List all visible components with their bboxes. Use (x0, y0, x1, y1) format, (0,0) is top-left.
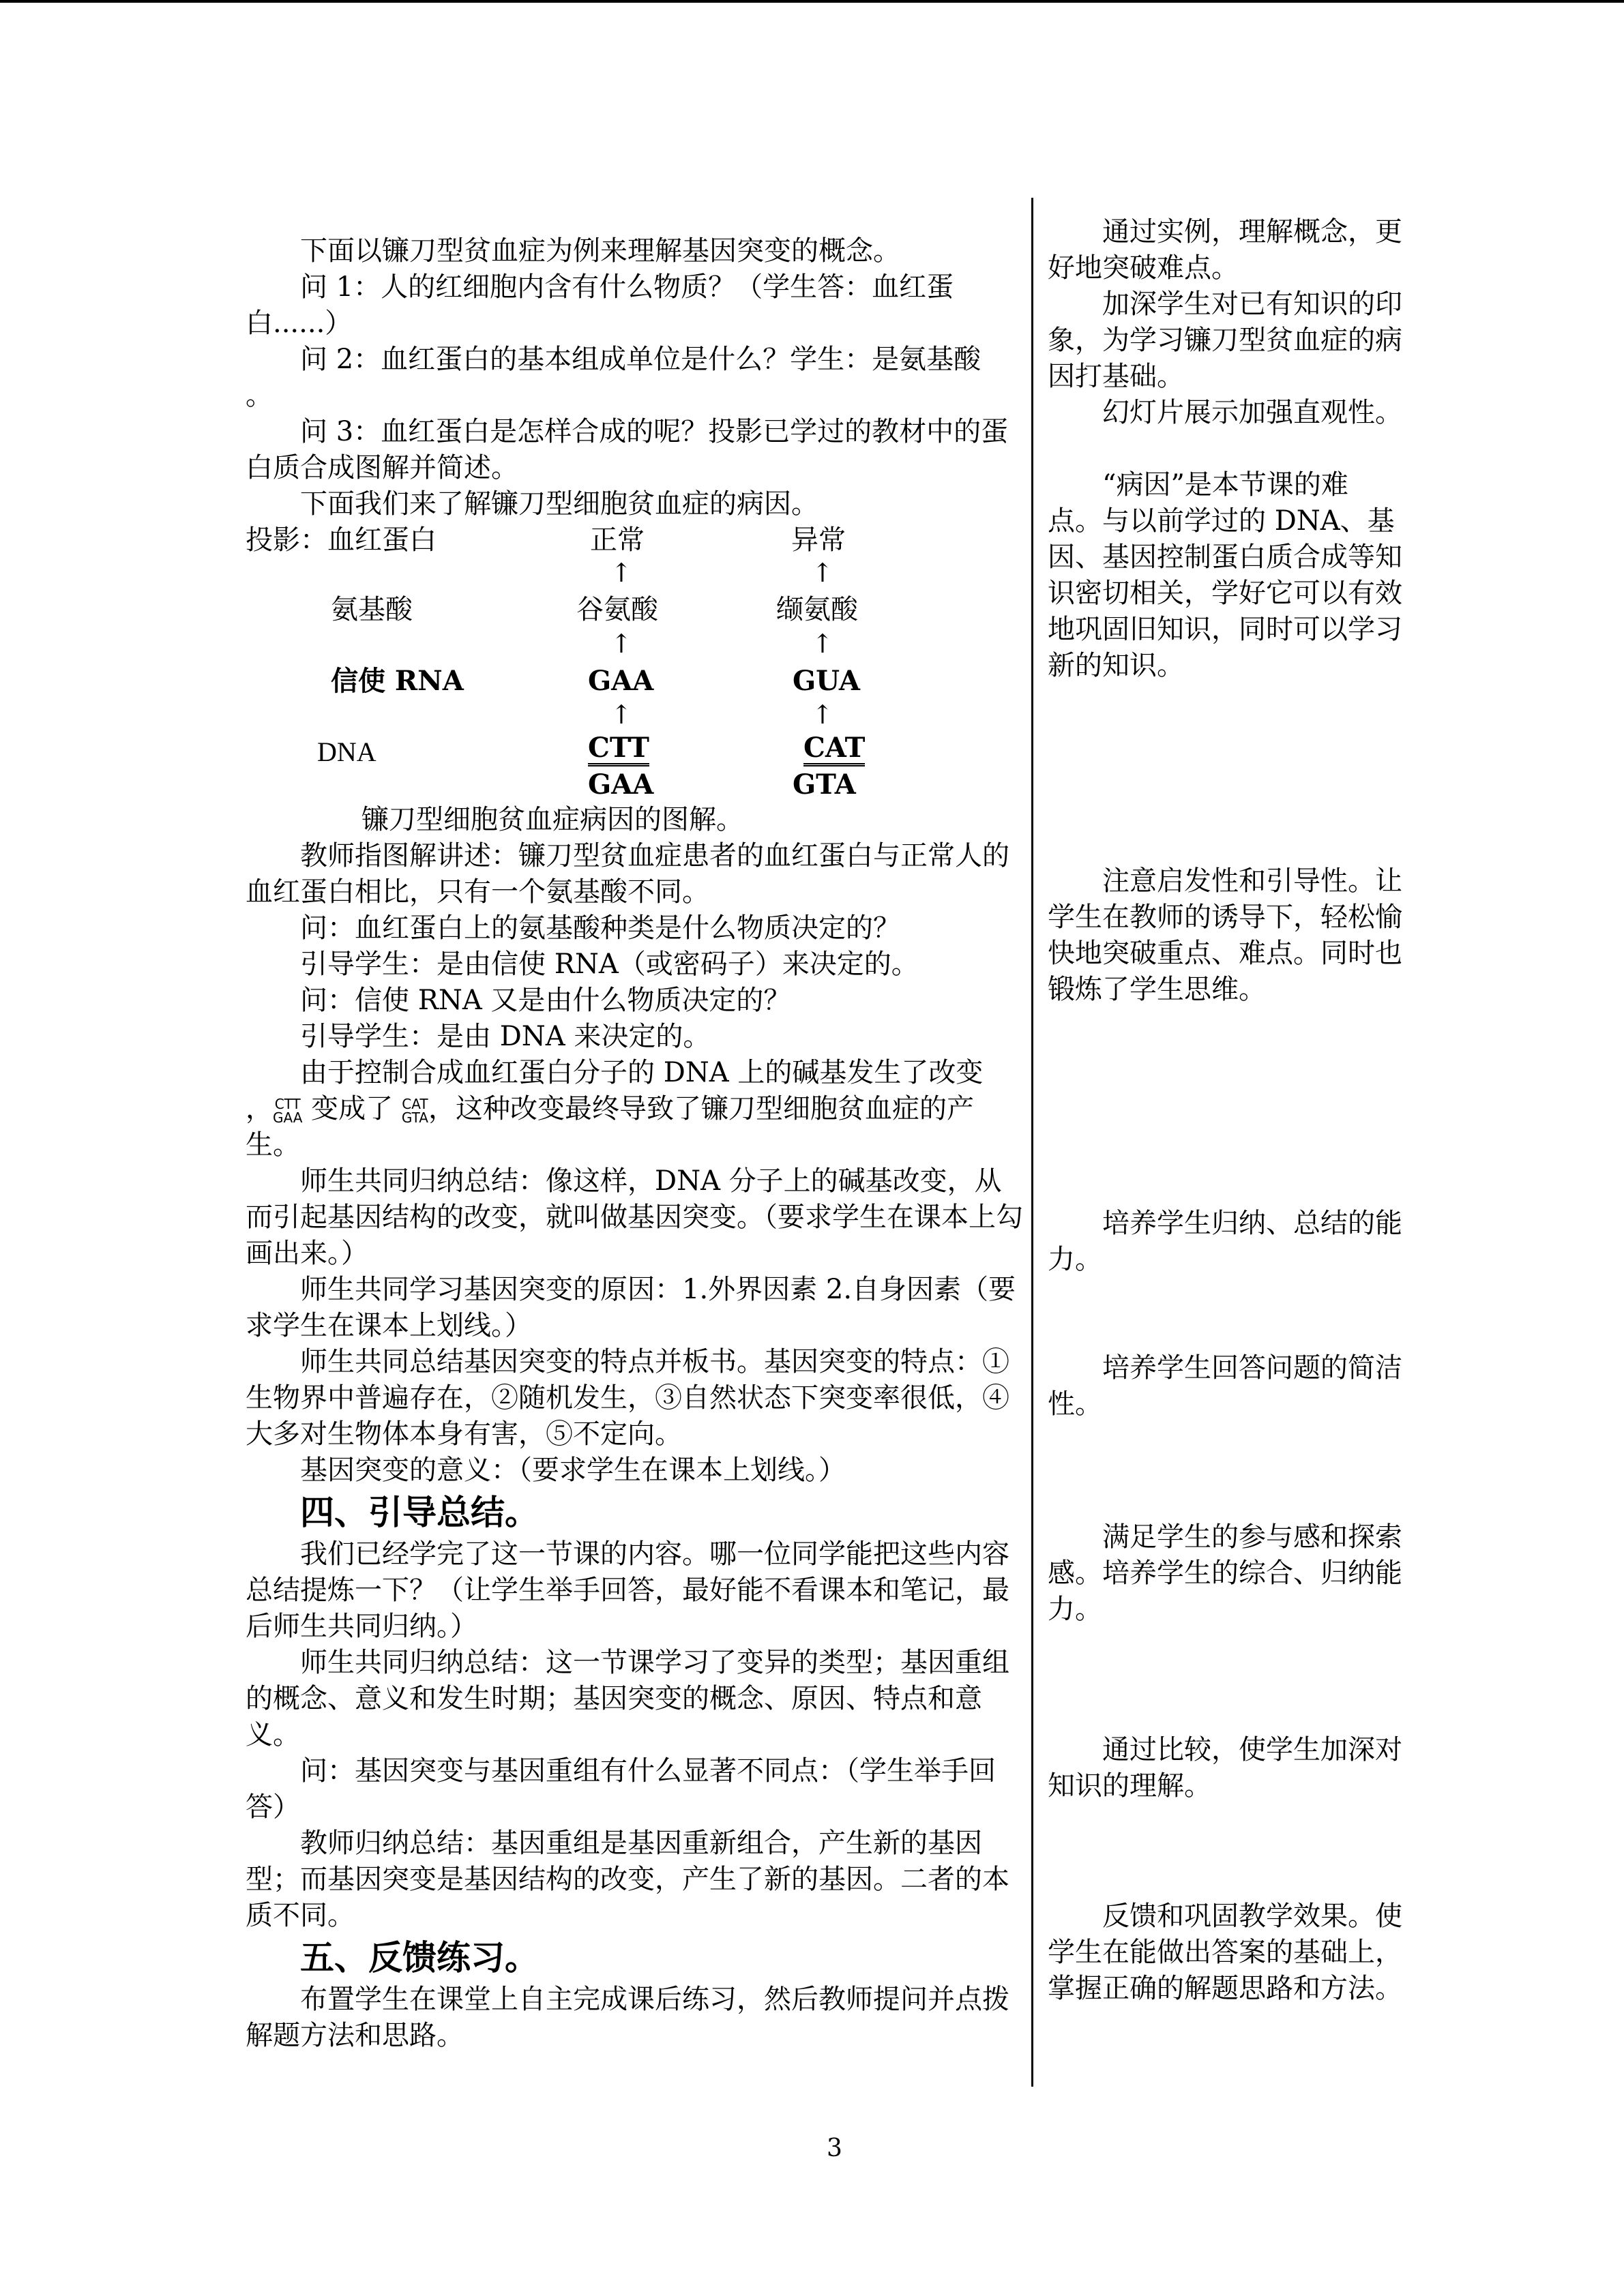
paragraph: 布置学生在课堂上自主完成课后练习，然后教师提问并点拨解题方法和思路。 (246, 1984, 1009, 2051)
up-arrow-icon: ↑ (812, 629, 833, 659)
dna-normal-template-strand: CTT (588, 733, 649, 766)
mutation-causes: 师生共同学习基因突变的原因：1.外界因素 2.自身因素（要求学生在课本上划线。） (246, 1274, 1016, 1341)
diagram-row-label-amino-acid: 氨基酸 (331, 594, 413, 625)
small-codon-bottom: GTA (401, 1109, 428, 1126)
question: 问：基因突变与基因重组有什么显著不同点：（学生举手回答） (246, 1755, 996, 1823)
note: 加深学生对已有知识的印象，为学习镰刀型贫血症的病因打基础。 (1048, 288, 1402, 392)
sickle-cell-diagram (246, 522, 1023, 801)
question-2: 问 2：血红蛋白的基本组成单位是什么？学生：是氨基酸 (300, 344, 981, 375)
comma: ， (246, 1093, 273, 1124)
diagram-abnormal-label: 异常 (791, 524, 846, 556)
changed-to: 变成了 (311, 1093, 394, 1124)
small-codon-bottom: GAA (273, 1109, 303, 1126)
note: 幻灯片展示加强直观性。 (1102, 397, 1402, 428)
paragraph: 我们已经学完了这一节课的内容。哪一位同学能把这些内容总结提炼一下？（让学生举手回答，最好能不看课本和笔记，最后师生共同归纳。） (246, 1538, 1009, 1642)
question-1: 问 1：人的红细胞内含有什么物质？（学生答：血红蛋白......） (246, 271, 954, 339)
note: 满足学生的参与感和探索感。培养学生的综合、归纳能力。 (1048, 1521, 1402, 1625)
up-arrow-icon: ↑ (812, 700, 833, 730)
paragraph: 教师归纳总结：基因重组是基因重新组合，产生新的基因型；而基因突变是基因结构的改变，产生了新的基因。二者的本质不同。 (246, 1828, 1009, 1931)
diagram-caption: 镰刀型细胞贫血症病因的图解。 (361, 804, 743, 835)
diagram-dna-abnormal (793, 730, 866, 803)
top-border (0, 0, 1624, 3)
question-3: 问 3：血红蛋白是怎样合成的呢？投影已学过的教材中的蛋白质合成图解并简述。 (246, 416, 1009, 483)
paragraph: 由于控制合成血红蛋白分子的 DNA 上的碱基发生了改变 (300, 1057, 984, 1088)
up-arrow-icon: ↑ (812, 558, 833, 588)
note: 反馈和巩固教学效果。使学生在能做出答案的基础上，掌握正确的解题思路和方法。 (1048, 1900, 1402, 2004)
small-codon-top: CTT (274, 1096, 301, 1112)
up-arrow-icon: ↑ (610, 558, 632, 588)
diagram-row-label-protein: 投影：血红蛋白 (246, 524, 437, 556)
note: “病因”是本节课的难点。与以前学过的 DNA、基因、基因控制蛋白质合成等知识密切相关，学好它可以有效地巩固旧知识，同时可以学习新的知识。 (1048, 469, 1402, 681)
section-heading-4: 四、引导总结。 (300, 1493, 539, 1532)
answer: 引导学生：是由信使 RNA（或密码子）来决定的。 (300, 949, 919, 980)
diagram-amino-acid-normal: 谷氨酸 (576, 594, 658, 625)
summary: 师生共同归纳总结：像这样，DNA 分子上的碱基改变，从而引起基因结构的改变，就叫做基因突变。（要求学生在课本上勾画出来。） (246, 1165, 1023, 1269)
paragraph-end: ，这种改变最终导致了镰刀型细胞贫血症的产生。 (246, 1093, 974, 1161)
note: 培养学生回答问题的简洁性。 (1048, 1352, 1402, 1420)
dna-normal-coding-strand: GAA (588, 769, 654, 801)
question: 问：血红蛋白上的氨基酸种类是什么物质决定的？ (300, 912, 900, 944)
dna-abnormal-coding-strand: GTA (793, 769, 856, 801)
diagram-dna-normal (588, 730, 653, 803)
small-codon-abnormal (402, 1097, 428, 1124)
paragraph: 下面以镰刀型贫血症为例来理解基因突变的概念。 (300, 235, 900, 267)
dna-abnormal-template-strand: CAT (803, 733, 865, 766)
paragraph-continued (246, 1091, 1023, 1163)
paragraph: 师生共同归纳总结：这一节课学习了变异的类型；基因重组的概念、意义和发生时期；基因突变的概念、原因、特点和意义。 (246, 1647, 1009, 1750)
diagram-amino-acid-abnormal: 缬氨酸 (776, 594, 858, 625)
mutation-significance: 基因突变的意义：（要求学生在课本上划线。） (300, 1455, 846, 1486)
column-divider (1031, 198, 1033, 2087)
note: 通过比较，使学生加深对知识的理解。 (1048, 1734, 1402, 1802)
question: 问：信使 RNA 又是由什么物质决定的？ (300, 985, 791, 1016)
note: 注意启发性和引导性。让学生在教师的诱导下，轻松愉快地突破重点、难点。同时也锻炼了学生思维。 (1048, 865, 1402, 1005)
note: 培养学生归纳、总结的能力。 (1048, 1208, 1402, 1275)
paragraph: 下面我们来了解镰刀型细胞贫血症的病因。 (300, 488, 818, 520)
small-codon-top: CAT (402, 1096, 428, 1112)
diagram-mrna-abnormal: GUA (793, 665, 860, 697)
diagram-row-label-dna: DNA (317, 736, 377, 767)
main-column (246, 233, 1023, 2054)
diagram-normal-label: 正常 (590, 524, 645, 556)
mutation-features: 师生共同总结基因突变的特点并板书。基因突变的特点：①生物界中普遍存在，②随机发生，③自然状态下突变率很低，④大多对生物体本身有害，⑤不定向。 (246, 1346, 1009, 1450)
page-number: 3 (827, 2134, 842, 2162)
diagram-row-label-mrna: 信使 RNA (331, 665, 464, 697)
up-arrow-icon: ↑ (610, 629, 632, 659)
note: 通过实例，理解概念，更好地突破难点。 (1048, 216, 1402, 284)
up-arrow-icon: ↑ (610, 700, 632, 730)
answer: 引导学生：是由 DNA 来决定的。 (300, 1021, 711, 1052)
question-2-tail: 。 (246, 380, 273, 411)
section-heading-5: 五、反馈练习。 (300, 1938, 539, 1978)
small-codon-normal (273, 1097, 302, 1124)
paragraph: 教师指图解讲述：镰刀型贫血症患者的血红蛋白与正常人的血红蛋白相比，只有一个氨基酸不同。 (246, 840, 1009, 908)
diagram-mrna-normal: GAA (588, 665, 654, 697)
